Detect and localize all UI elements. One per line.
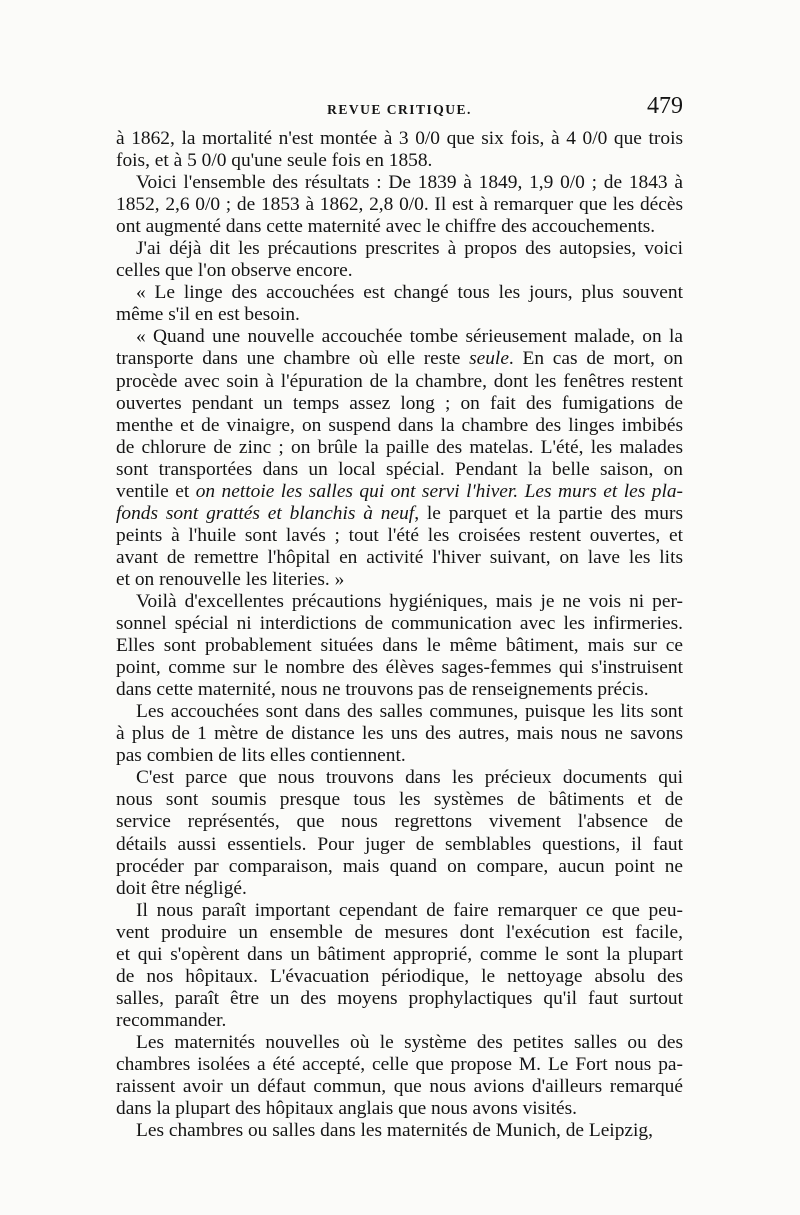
- text-line: [116, 635, 683, 657]
- text-line: [116, 282, 683, 304]
- text-line: [116, 856, 683, 878]
- text-run: ont augmenté dans cette maternité avec le chiffre des accouchements.: [116, 216, 656, 238]
- text-run: procède avec soin à l'épuration de la chambre, dont les fenêtres restent: [116, 370, 683, 392]
- text-run: celles que l'on observe encore.: [116, 260, 353, 282]
- text-run: raissent avoir un défaut commun, que nous avions d'ailleurs remarqué: [116, 1076, 683, 1098]
- text-line: [116, 1120, 683, 1142]
- text-line: [116, 1098, 683, 1120]
- text-line: [116, 547, 683, 569]
- text-run: dans la plupart des hôpitaux anglais que nous avons visités.: [116, 1098, 577, 1120]
- text-run: fois, et à 5 0/0 qu'une seule fois en 1858.: [116, 150, 433, 172]
- italic-text: fonds sont grattés et blanchis à neuf: [116, 502, 415, 524]
- text-line: [116, 437, 683, 459]
- text-line: [116, 834, 683, 856]
- text-run: . En cas de mort, on: [508, 348, 683, 370]
- text-line: [116, 393, 683, 415]
- text-run: peints à l'huile sont lavés ; tout l'été les croisées restent ouvertes, et: [116, 524, 683, 546]
- page-header: [116, 93, 683, 124]
- text-run: Les maternités nouvelles où le système des petites salles ou des: [136, 1031, 683, 1053]
- text-run: C'est parce que nous trouvons dans les précieux documents qui: [136, 767, 683, 789]
- text-line: [116, 878, 683, 900]
- text-run: vent produire un ensemble de mesures dont l'exécution est facile,: [116, 921, 683, 943]
- text-line: [116, 767, 683, 789]
- text-run: Elles sont probablement situées dans le même bâtiment, mais sur ce: [116, 635, 683, 657]
- running-title: REVUE CRITIQUE.: [327, 102, 472, 117]
- text-run: avant de remettre l'hôpital en activité l'hiver suivant, on lave les lits: [116, 546, 683, 568]
- text-run: 1852, 2,6 0/0 ; de 1853 à 1862, 2,8 0/0. Il est à remarquer que les décès: [116, 194, 683, 216]
- text-line: [116, 1076, 683, 1098]
- text-line: [116, 459, 683, 481]
- text-line: [116, 503, 683, 525]
- text-run: menthe et de vinaigre, on suspend dans la chambre des linges imbibés: [116, 414, 683, 436]
- text-line: [116, 348, 683, 370]
- text-run: même s'il en est besoin.: [116, 304, 300, 326]
- text-run: nous sont soumis presque tous les systèmes de bâtiments et de: [116, 789, 683, 811]
- text-run: J'ai déjà dit les précautions prescrites à propos des autopsies, voici: [136, 238, 683, 260]
- page-number: 479: [647, 93, 683, 119]
- text-run: procéder par comparaison, mais quand on compare, aucun point ne: [116, 855, 683, 877]
- text-run: à 1862, la mortalité n'est montée à 3 0/0 que six fois, à 4 0/0 que trois: [116, 128, 683, 149]
- text-line: [116, 1010, 683, 1032]
- text-run: sont transportées dans un local spécial. Pendant la belle saison, on: [116, 458, 683, 480]
- text-line: [116, 415, 683, 437]
- text-line: [116, 613, 683, 635]
- text-line: [116, 900, 683, 922]
- text-line: [116, 216, 683, 238]
- text-run: transporte dans une chambre où elle reste: [116, 348, 470, 370]
- text-line: [116, 304, 683, 326]
- text-line: [116, 966, 683, 988]
- text-line: [116, 172, 683, 194]
- text-line: [116, 525, 683, 547]
- text-run: Les accouchées sont dans des salles communes, puisque les lits sont: [136, 701, 683, 723]
- text-run: « Quand une nouvelle accouchée tombe sérieusement malade, on la: [136, 326, 683, 348]
- text-line: [116, 481, 683, 503]
- text-run: recommander.: [116, 1009, 227, 1031]
- text-line: [116, 260, 683, 282]
- text-run: ouvertes pendant un temps assez long ; on fait des fumigations de: [116, 392, 683, 414]
- text-run: doit être négligé.: [116, 877, 247, 899]
- text-run: détails aussi essentiels. Pour juger de semblables questions, il faut: [116, 833, 683, 855]
- text-line: [116, 789, 683, 811]
- text-line: [116, 194, 683, 216]
- text-run: service représentés, que nous regrettons vivement l'absence de: [116, 811, 683, 833]
- text-line: [116, 128, 683, 150]
- text-run: ventile et: [116, 480, 196, 502]
- text-run: dans cette maternité, nous ne trouvons pas de renseignements précis.: [116, 679, 649, 701]
- text-line: [116, 701, 683, 723]
- text-run: et on renouvelle les literies. »: [116, 568, 345, 590]
- italic-text: on nettoie les salles qui ont servi l'hiver. Les murs et les pla-: [195, 480, 683, 502]
- text-run: et qui s'opèrent dans un bâtiment approprié, comme le sont la plupart: [116, 943, 683, 965]
- text-run: « Le linge des accouchées est changé tous les jours, plus souvent: [136, 282, 683, 304]
- text-line: [116, 723, 683, 745]
- text-run: pas combien de lits elles contiennent.: [116, 745, 406, 767]
- text-run: de nos hôpitaux. L'évacuation périodique, le nettoyage absolu des: [116, 965, 683, 987]
- text-line: [116, 811, 683, 833]
- text-line: [116, 944, 683, 966]
- text-run: Voilà d'excellentes précautions hygiéniques, mais je ne vois ni per-: [136, 590, 683, 612]
- text-run: sonnel spécial ni interdictions de communication avec les infirmeries.: [116, 613, 683, 635]
- text-run: à plus de 1 mètre de distance les uns des autres, mais nous ne savons: [116, 723, 683, 745]
- text-run: de chlorure de zinc ; on brûle la paille des matelas. L'été, les malades: [116, 436, 683, 458]
- text-line: [116, 238, 683, 260]
- text-run: Il nous paraît important cependant de faire remarquer ce que peu-: [136, 899, 683, 921]
- text-line: [116, 1054, 683, 1076]
- text-line: [116, 679, 683, 701]
- text-line: [116, 657, 683, 679]
- text-line: [116, 569, 683, 591]
- text-line: [116, 150, 683, 172]
- text-line: [116, 371, 683, 393]
- text-line: [116, 1032, 683, 1054]
- text-run: point, comme sur le nombre des élèves sages-femmes qui s'instruisent: [116, 657, 683, 679]
- text-line: [116, 745, 683, 767]
- italic-text: seule: [469, 348, 509, 370]
- body-text: [116, 128, 683, 1142]
- text-run: chambres isolées a été accepté, celle que propose M. Le Fort nous pa-: [116, 1053, 683, 1075]
- text-line: [116, 591, 683, 613]
- text-line: [116, 988, 683, 1010]
- text-run: , le parquet et la partie des murs: [414, 502, 683, 524]
- text-line: [116, 922, 683, 944]
- text-run: salles, paraît être un des moyens prophylactiques qu'il faut surtout: [116, 987, 683, 1009]
- text-line: [116, 326, 683, 348]
- text-run: Les chambres ou salles dans les maternités de Munich, de Leipzig,: [136, 1120, 653, 1142]
- text-run: Voici l'ensemble des résultats : De 1839 à 1849, 1,9 0/0 ; de 1843 à: [136, 172, 683, 194]
